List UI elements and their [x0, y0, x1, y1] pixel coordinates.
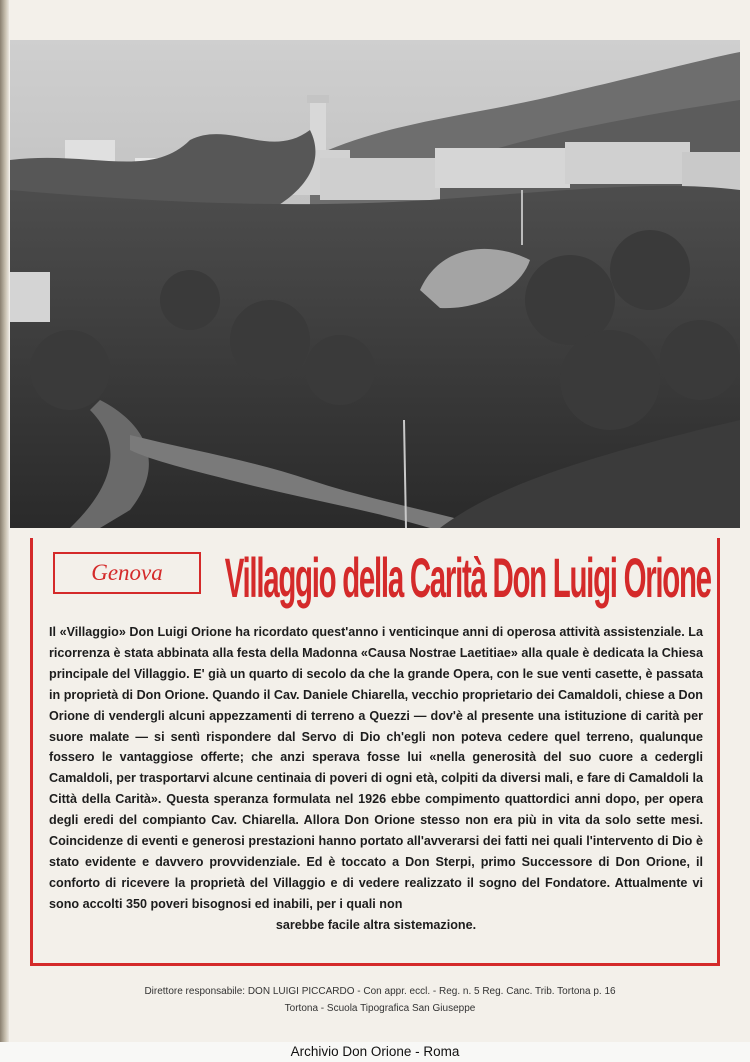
- village-photo: [10, 40, 740, 528]
- page-edge: [0, 0, 9, 1062]
- headline-text: Villaggio della Carità Don Luigi Orione: [224, 546, 712, 610]
- article-frame: [30, 538, 720, 966]
- article-body: [49, 622, 703, 936]
- article-body-text: Il «Villaggio» Don Luigi Orione ha ricordato quest'anno i venticinque anni di operosa attività assistenziale. La ricorrenza è stata abbinata alla festa della Madonna «Causa Nostrae Laetitiae» alla quale è dedicata la Chiesa principale del Villaggio. E' già un quarto di secolo da che la grande Opera, con le sue venti casette, è passata in proprietà di Don Orione. Quando il Cav. Daniele Chiarella, vecchio proprietario dei Camaldoli, chiese a Don Orione di vendergli alcuni appezzamenti di terreno a Quezzi — dov'è al presente una istituzione di carità per suore malate — si sentì rispondere dal Servo di Dio ch'egli non poteva cedere quel terreno, qualunque fossero le vantaggiose offerte; che anzi sperava fosse lui «nella generosità del suo cuore a cedergli Camaldoli, per trasportarvi alcune centinaia di poveri di ogni età, colpiti da diversi mali, e fare di Camaldoli la Città della Carità». Questa speranza formulata nel 1926 ebbe compimento quattordici anni dopo, per opera degli eredi del compianto Cav. Chiarella. Allora Don Orione stesso non era più in vita da solo sette mesi. Coincidenze di eventi e generosi prestazioni hanno portato all'avverarsi dei fatti nei quali l'intervento di Dio è stato evidente e davvero provvidenziale. Ed è toccato a Don Sterpi, primo Successore di Don Orione, il conforto di ricevere la proprietà del Villaggio e di vedere realizzato il sogno del Fondatore. Attualmente vi sono accolti 350 poveri bisognosi ed inabili, per i quali non: [49, 625, 703, 911]
- article-last-line: sarebbe facile altra sistemazione.: [275, 917, 477, 932]
- publication-credits: [40, 983, 720, 1017]
- city-label: Genova: [91, 560, 163, 585]
- city-label-box: [53, 552, 201, 594]
- headline: [223, 542, 713, 614]
- credits-line-1: Direttore responsabile: DON LUIGI PICCARDO - Con appr. eccl. - Reg. n. 5 Reg. Canc. Trib. Tortona p. 16: [144, 986, 616, 997]
- credits-line-2: Tortona - Scuola Tipografica San Giuseppe: [284, 1003, 476, 1014]
- archive-footer: Archivio Don Orione - Roma: [0, 1042, 750, 1062]
